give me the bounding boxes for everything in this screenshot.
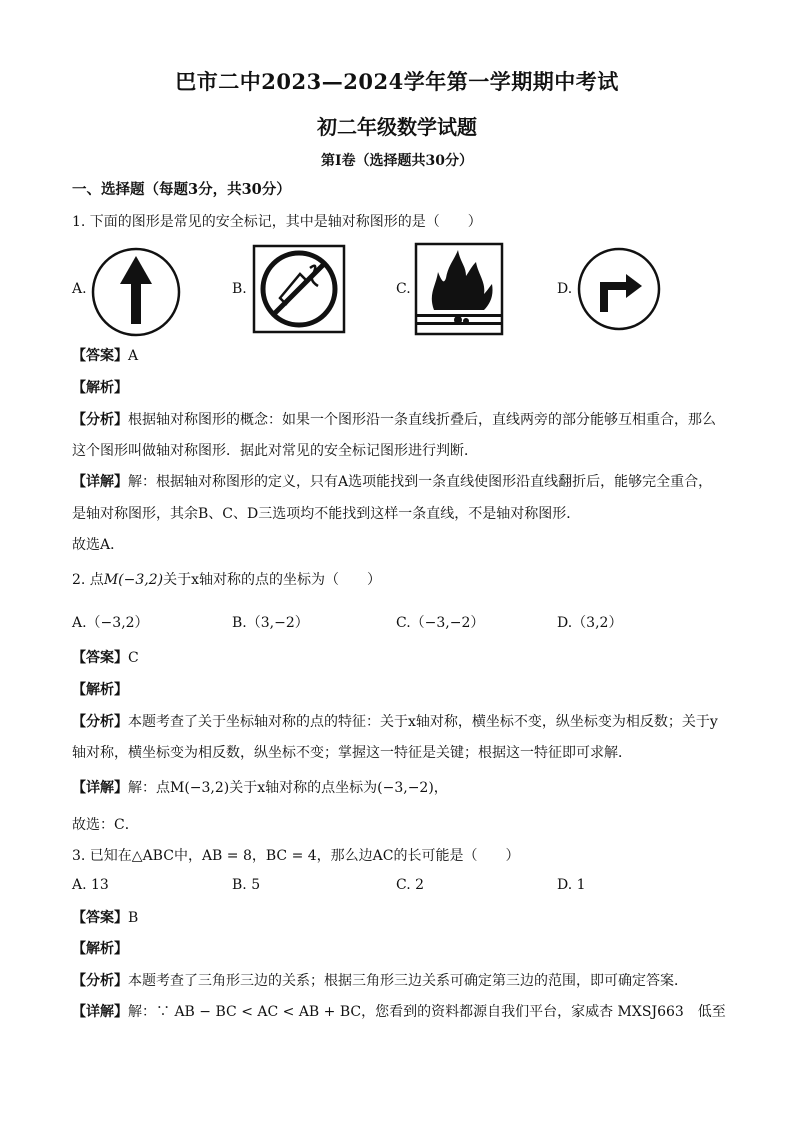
q1-option-d-label: D. (557, 281, 573, 297)
q2-option-a: A.（−3,2） (72, 615, 149, 631)
q3-option-b: B. 5 (232, 877, 261, 893)
q2-fenxi-line1: 【分析】本题考查了关于坐标轴对称的点的特征：关于x轴对称，横坐标不变，纵坐标变为相反数；关于y (72, 714, 718, 730)
q1-stem: 1. 下面的图形是常见的安全标记，其中是轴对称图形的是（ ） (72, 214, 482, 230)
no-smoking-sign-icon (252, 244, 346, 338)
right-turn-sign-icon (576, 246, 662, 336)
q2-conclusion: 故选：C． (72, 817, 139, 833)
q3-option-d: D. 1 (557, 877, 586, 893)
q3-stem: 3. 已知在△ABC中，AB = 8，BC = 4，那么边AC的长可能是（ ） (72, 848, 520, 864)
q3-xiangjie-line1: 【详解】解：∵ AB − BC < AC < AB + BC，您看到的资料都源自我们平台，家威杏 MXSJ663 低至 (72, 1004, 726, 1020)
q2-option-d: D.（3,2） (557, 615, 623, 631)
q3-analysis-heading: 【解析】 (72, 941, 128, 957)
q2-fenxi-line2: 轴对称，横坐标变为相反数，纵坐标不变；掌握这一特征是关键；根据这一特征即可求解． (72, 745, 632, 761)
q1-option-c-label: C. (396, 281, 411, 297)
q1-option-a-label: A. (72, 281, 87, 297)
q1-option-b-label: B. (232, 281, 247, 297)
q2-xiangjie-line1: 【详解】解：点M(−3,2)关于x轴对称的点坐标为(−3,−2)， (72, 780, 448, 796)
page-subtitle: 初二年级数学试题 (317, 115, 477, 139)
q2-answer: 【答案】C (72, 650, 139, 666)
flammable-sign-icon (414, 242, 504, 340)
q2-option-c: C.（−3,−2） (396, 615, 485, 631)
q1-answer: 【答案】A (72, 348, 139, 364)
section-heading: 一、选择题（每题3分，共30分） (72, 181, 291, 198)
page-title: 巴市二中2023—2024学年第一学期期中考试 (175, 69, 619, 94)
part-heading: 第Ⅰ卷（选择题共30分） (320, 153, 474, 169)
q2-analysis-heading: 【解析】 (72, 682, 128, 698)
straight-arrow-sign-icon (90, 246, 182, 342)
q3-fenxi-line1: 【分析】本题考查了三角形三边的关系；根据三角形三边关系可确定第三边的范围，即可确定答案． (72, 973, 688, 989)
q3-option-a: A. 13 (72, 877, 109, 893)
q1-fenxi-line1: 【分析】根据轴对称图形的概念：如果一个图形沿一条直线折叠后，直线两旁的部分能够互相重合，那么 (72, 412, 716, 428)
q1-fenxi-line2: 这个图形叫做轴对称图形．据此对常见的安全标记图形进行判断． (72, 443, 478, 459)
q3-option-c: C. 2 (396, 877, 425, 893)
q3-answer: 【答案】B (72, 910, 139, 926)
q1-xiangjie-line1: 【详解】解：根据轴对称图形的定义，只有A选项能找到一条直线使图形沿直线翻折后，能够完全重合， (72, 474, 713, 490)
q2-option-b: B.（3,−2） (232, 615, 309, 631)
q1-xiangjie-line2: 是轴对称图形，其余B、C、D三选项均不能找到这样一条直线，不是轴对称图形． (72, 506, 581, 522)
q1-conclusion: 故选A． (72, 537, 125, 553)
q1-analysis-heading: 【解析】 (72, 380, 128, 396)
q2-stem: 2. 点M(−3,2)关于x轴对称的点的坐标为（ ） (72, 572, 381, 588)
